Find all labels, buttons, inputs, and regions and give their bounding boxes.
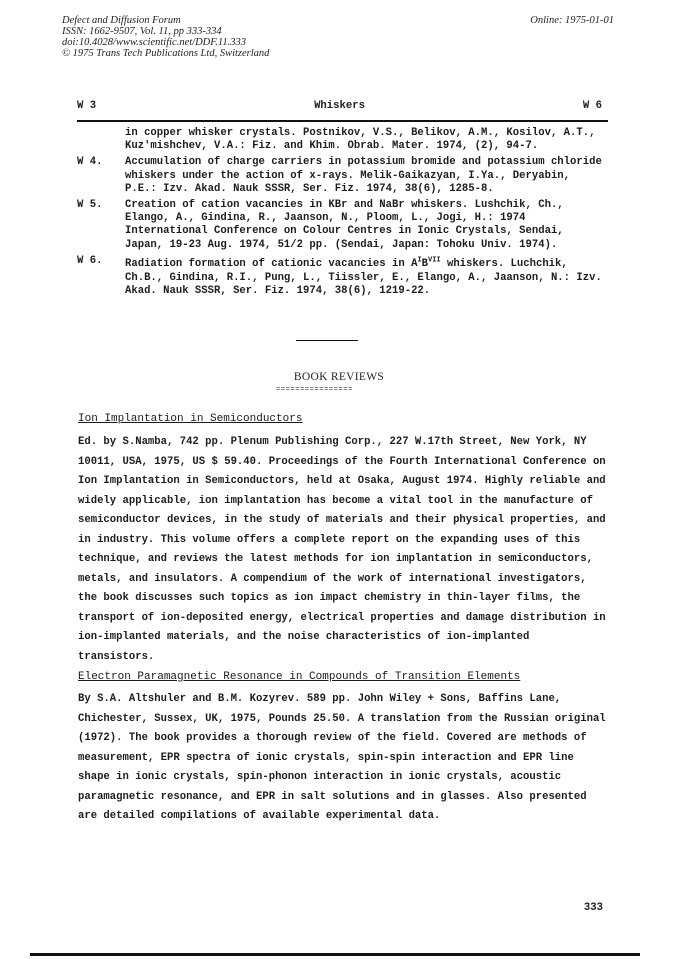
publication-info [62, 15, 269, 59]
entry-text: in copper whisker crystals. Postnikov, V.S., Belikov, A.M., Kosilov, A.T., Kuz'mishchev, V.A.: Fiz. and Khim. Obrab. Mater. 1974, (2), 94-7. [125, 127, 596, 153]
review-body: By S.A. Altshuler and B.M. Kozyrev. 589 pp. John Wiley + Sons, Baffins Lane, Chichester, Sussex, UK, 1975, Pounds 25.50. A translation from the Russian original (1972). The book provides a thorough review of the field. Covered are methods of measurement, EPR spectra of ionic crystals, spin-spin interaction and EPR line shape in ionic crystals, spin-phonon interaction in ionic crystals, acoustic paramagnetic resonance, and EPR in salt solutions and in glasses. Also presented are detailed compilations of available experimental data. [78, 693, 606, 822]
list-item [77, 255, 607, 298]
header-right: W 6 [582, 100, 602, 112]
entry-code: W 6. [77, 254, 103, 267]
section-title-underline: ================ [276, 386, 353, 394]
entry-code: W 4. [77, 156, 103, 169]
review-body: Ed. by S.Namba, 742 pp. Plenum Publishing Corp., 227 W.17th Street, New York, NY 10011, USA, 1975, US $ 59.40. Proceedings of the Fourth International Conference on Ion Implantation in Semiconductors, held at Osaka, August 1974. Highly reliable and widely applicable, ion implantation has become a vital tool in the manufacture of semiconductor devices, in the study of materials and their physical properties, and in industry. This volume offers a complete report on the expanding uses of this technique, and reviews the latest methods for ion implantation in semiconductors, metals, and insulators. A compendium of the work of international investigators, the book discusses such topics as ion impact chemistry in thin-layer films, the transport of ion-deposited energy, electrical properties and damage distribution in ion-implanted materials, and the noise characteristics of ion-implanted transistors. [78, 436, 606, 663]
list-item [77, 127, 607, 153]
issn-line: ISSN: 1662-9507, Vol. 11, pp 333-334 [62, 26, 222, 37]
bottom-rule [30, 953, 640, 956]
header-rule [77, 120, 608, 122]
review-title: Ion Implantation in Semiconductors [78, 413, 303, 425]
list-item [77, 156, 607, 196]
bibliography-list [77, 127, 607, 301]
entry-text: Radiation formation of cationic vacancies in $A^IB^{VII}$ whiskers. Luchchik, Ch.B., Gindina, R.I., Pung, L., Tiissler, E., Elango, A., Jaanson, N.: Izv. Akad. Nauk SSSR, Ser. Fiz. 1974, 38(6), 1219-22. [125, 256, 602, 297]
review-title: Electron Paramagnetic Resonance in Compounds of Transition Elements [78, 671, 521, 683]
online-date: Online: 1975-01-01 [530, 15, 614, 26]
page-number: 333 [583, 902, 603, 914]
list-item [77, 199, 607, 252]
running-header [77, 100, 602, 114]
section-title: BOOK REVIEWS [293, 371, 385, 383]
header-left: W 3 [77, 100, 97, 112]
section-divider [296, 340, 358, 341]
journal-name: Defect and Diffusion Forum [62, 15, 181, 26]
header-center: Whiskers [314, 100, 365, 112]
copyright-line: © 1975 Trans Tech Publications Ltd, Switzerland [62, 48, 270, 59]
doi-link[interactable]: doi:10.4028/www.scientific.net/DDF.11.333 [62, 37, 247, 48]
entry-code: W 5. [77, 199, 103, 212]
entry-text: Creation of cation vacancies in KBr and NaBr whiskers. Lushchik, Ch., Elango, A., Gindina, R., Jaanson, N., Ploom, L., Jogi, H.: 1974 International Conference on Colour Centres in Ionic Crystals, Sendai, Japan, 19-23 Aug. 1974, 51/2 pp. (Sendai, Japan: Tohoku Univ. 1974). [125, 199, 564, 251]
entry-text: Accumulation of charge carriers in potassium bromide and potassium chloride whiskers under the action of x-rays. Melik-Gaikazyan, I.Ya., Deryabin, P.E.: Izv. Akad. Nauk SSSR, Ser. Fiz. 1974, 38(6), 1285-8. [125, 156, 602, 195]
